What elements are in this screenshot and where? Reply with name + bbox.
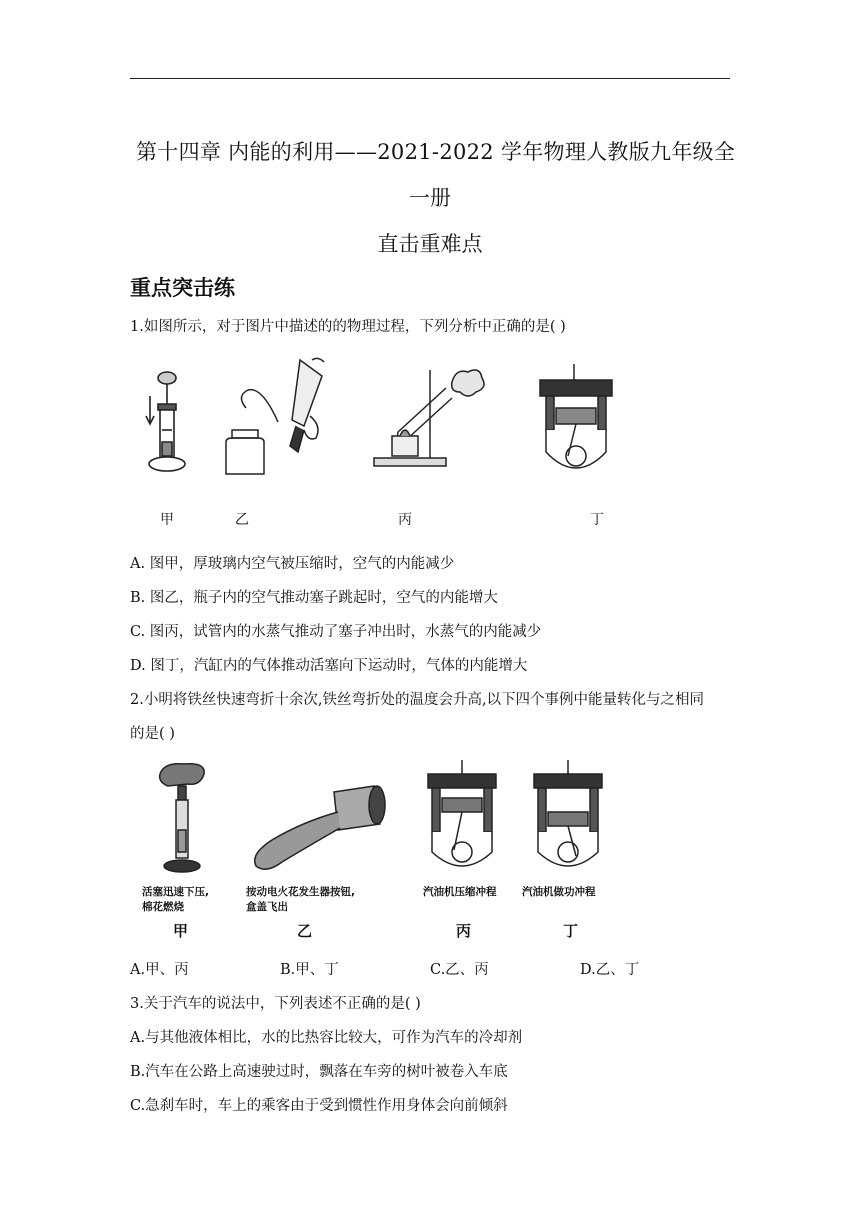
q2-option-d: D.乙、丁: [580, 962, 640, 978]
q2-label-ding: 丁: [563, 922, 579, 940]
q2-caption-yi-line1: 按动电火花发生器按钮,: [246, 886, 355, 898]
header-rule: [130, 78, 730, 79]
q2-fig-ding-engine-image: [530, 760, 606, 878]
page-title-line2: 一册: [409, 186, 451, 210]
q2-label-bing: 丙: [456, 922, 472, 940]
page-title-line1: 第十四章 内能的利用——2021-2022 学年物理人教版九年级全: [136, 140, 736, 164]
page-subtitle: 直击重难点: [377, 232, 483, 256]
q3-option-a: A.与其他液体相比，水的比热容比较大，可作为汽车的冷却剂: [130, 1030, 523, 1046]
q2-stem-line2: 的是( ): [130, 726, 175, 742]
q2-stem-line1: 2.小明将铁丝快速弯折十余次,铁丝弯折处的温度会升高,以下四个事例中能量转化与之相同: [130, 692, 705, 708]
q2-option-b: B.甲、丁: [280, 962, 339, 978]
q2-fig-yi-igniter-image: [242, 782, 392, 874]
q1-label-yi: 乙: [235, 512, 249, 528]
q2-label-jia: 甲: [173, 922, 189, 940]
q1-fig-ding-engine-image: [536, 362, 616, 480]
q3-option-b: B.汽车在公路上高速驶过时，飘落在车旁的树叶被卷入车底: [130, 1064, 508, 1080]
q2-fig-bing-engine-image: [424, 760, 500, 878]
q1-option-c: C. 图丙，试管内的水蒸气推动了塞子冲出时，水蒸气的内能减少: [130, 624, 542, 640]
q2-option-a: A.甲、丙: [130, 962, 189, 978]
q2-fig-jia-syringe-image: [154, 760, 214, 878]
q1-label-jia: 甲: [160, 512, 174, 528]
q3-option-c: C.急刹车时，车上的乘客由于受到惯性作用身体会向前倾斜: [130, 1098, 508, 1114]
q1-stem: 1.如图所示，对于图片中描述的的物理过程，下列分析中正确的是( ): [130, 319, 566, 335]
q3-stem: 3.关于汽车的说法中，下列表述不正确的是( ): [130, 996, 421, 1012]
q1-option-d: D. 图丁，汽缸内的气体推动活塞向下运动时，气体的内能增大: [130, 658, 528, 674]
q1-fig-jia-syringe-image: [140, 370, 190, 478]
section-heading: 重点突击练: [130, 276, 235, 300]
q2-caption-ding: 汽油机做功冲程: [522, 886, 596, 898]
q2-label-yi: 乙: [297, 922, 313, 940]
q1-option-b: B. 图乙，瓶子内的空气推动塞子跳起时，空气的内能增大: [130, 590, 498, 606]
q2-caption-jia-line2: 棉花燃烧: [142, 901, 184, 913]
q1-label-bing: 丙: [398, 512, 412, 528]
q1-fig-yi-bottle-image: [218, 356, 338, 480]
q1-label-ding: 丁: [590, 512, 604, 528]
q2-caption-yi-line2: 盒盖飞出: [246, 901, 288, 913]
q1-option-a: A. 图甲，厚玻璃内空气被压缩时，空气的内能减少: [130, 556, 455, 572]
q2-option-c: C.乙、丙: [430, 962, 489, 978]
q1-fig-bing-testtube-image: [368, 362, 488, 470]
q2-caption-bing: 汽油机压缩冲程: [423, 886, 497, 898]
q2-caption-jia-line1: 活塞迅速下压,: [142, 886, 209, 898]
